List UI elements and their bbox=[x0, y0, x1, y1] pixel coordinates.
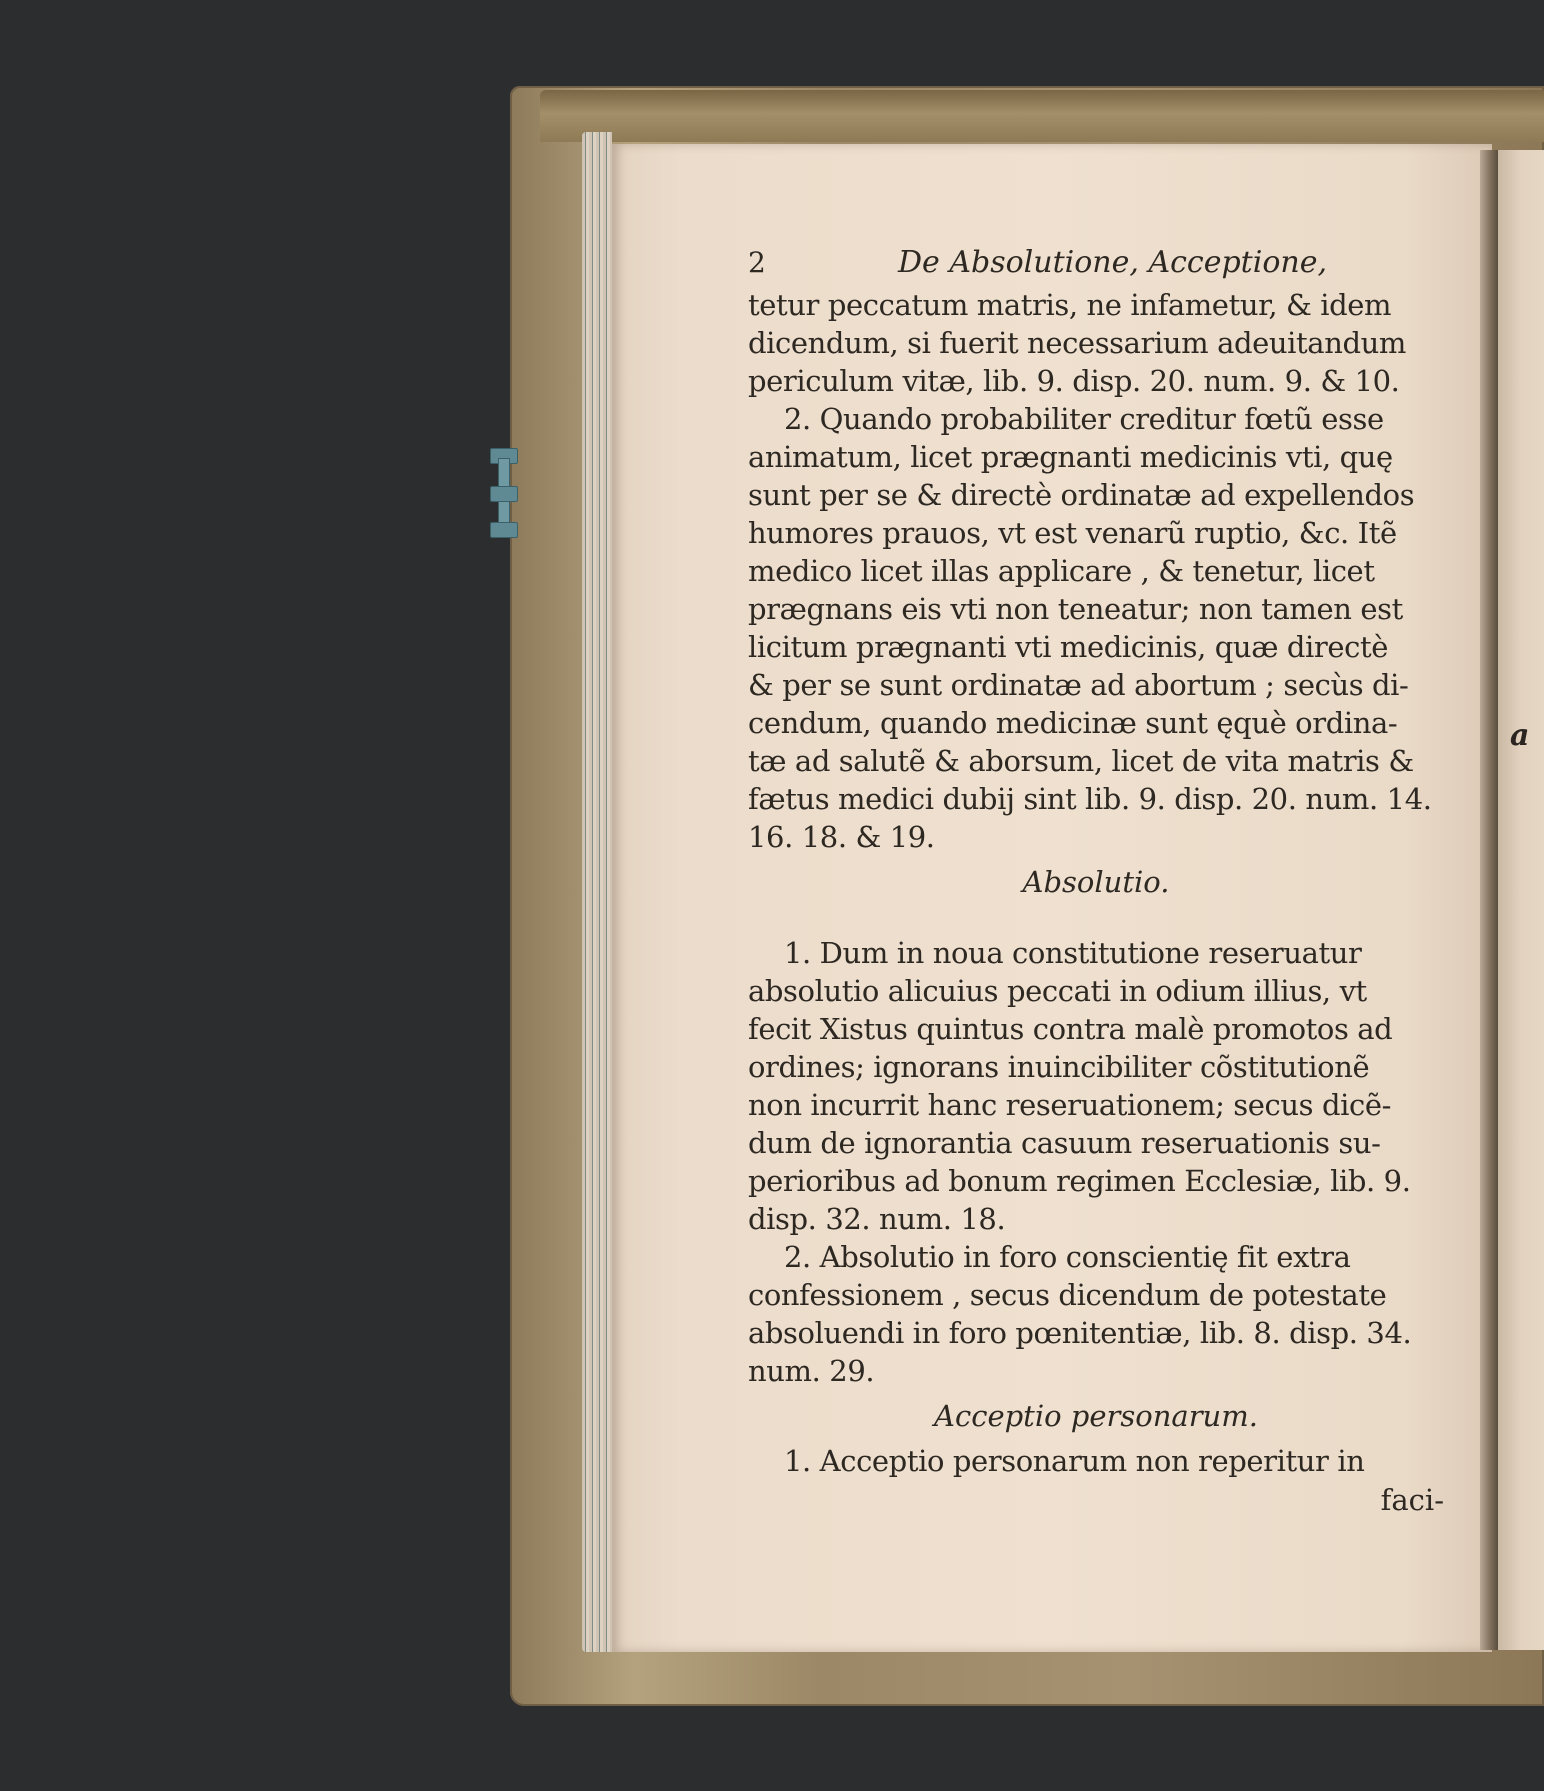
facing-page-glyph: a bbox=[1510, 718, 1530, 753]
text-line: prægnans eis vti non teneatur; non tamen est bbox=[748, 592, 1403, 626]
section-text-2 bbox=[748, 934, 1444, 1390]
text-line: medico licet illas applicare , & tenetur, licet bbox=[748, 554, 1375, 588]
text-line: humores prauos, vt est venarũ ruptio, &c. Itẽ bbox=[748, 516, 1397, 550]
text-line: 2. Quando probabiliter creditur fœtũ esse bbox=[784, 402, 1384, 436]
text-line: tæ ad salutẽ & aborsum, licet de vita matris & bbox=[748, 744, 1414, 778]
page-header bbox=[748, 240, 1444, 286]
catchword: faci- bbox=[1380, 1483, 1444, 1517]
text-line: animatum, licet prægnanti medicinis vti, quę bbox=[748, 440, 1393, 474]
page-number: 2 bbox=[748, 246, 766, 279]
text-line: licitum prægnanti vti medicinis, quæ directè bbox=[748, 630, 1389, 664]
section-text-1 bbox=[748, 286, 1444, 856]
right-page-edge bbox=[1498, 150, 1544, 1650]
text-line: fecit Xistus quintus contra malè promotos ad bbox=[748, 1012, 1393, 1046]
text-line: sunt per se & directè ordinatæ ad expellendos bbox=[748, 478, 1415, 512]
text-line: 16. 18. & 19. bbox=[748, 820, 935, 854]
section-heading-acceptio: Acceptio personarum. bbox=[934, 1399, 1258, 1433]
section-text-3 bbox=[748, 1442, 1444, 1480]
text-line: dicendum, si fuerit necessarium adeuitandum bbox=[748, 326, 1407, 360]
section-heading-absolutio: Absolutio. bbox=[1022, 865, 1170, 899]
text-line: ordines; ignorans inuincibiliter cõstitutionẽ bbox=[748, 1050, 1370, 1084]
text-line: num. 29. bbox=[748, 1354, 875, 1388]
text-line: & per se sunt ordinatæ ad abortum ; secùs di- bbox=[748, 668, 1409, 702]
book-gutter bbox=[1480, 150, 1498, 1650]
text-line: perioribus ad bonum regimen Ecclesiæ, lib. 9. bbox=[748, 1164, 1411, 1198]
text-line: absolutio alicuius peccati in odium illius, vt bbox=[748, 974, 1367, 1008]
text-line: cendum, quando medicinæ sunt ęquè ordina- bbox=[748, 706, 1398, 740]
page-edges bbox=[582, 132, 612, 1652]
text-line: confessionem , secus dicendum de potestate bbox=[748, 1278, 1387, 1312]
text-line: 2. Absolutio in foro conscientię fit extra bbox=[784, 1240, 1351, 1274]
text-line: 1. Acceptio personarum non reperitur in bbox=[784, 1444, 1365, 1478]
text-line: fætus medici dubij sint lib. 9. disp. 20. num. 14. bbox=[748, 782, 1432, 816]
text-line: non incurrit hanc reseruationem; secus dicẽ- bbox=[748, 1088, 1391, 1122]
clasp-icon bbox=[484, 448, 518, 544]
text-line: absoluendi in foro pœnitentiæ, lib. 8. disp. 34. bbox=[748, 1316, 1412, 1350]
text-line: disp. 32. num. 18. bbox=[748, 1202, 1006, 1236]
running-title: De Absolutione, Acceptione, bbox=[898, 245, 1327, 280]
text-line: periculum vitæ, lib. 9. disp. 20. num. 9. & 10. bbox=[748, 364, 1400, 398]
text-line: dum de ignorantia casuum reseruationis su- bbox=[748, 1126, 1381, 1160]
text-line: tetur peccatum matris, ne infametur, & idem bbox=[748, 288, 1392, 322]
text-line: 1. Dum in noua constitutione reseruatur bbox=[784, 936, 1362, 970]
book-spine-top bbox=[540, 90, 1544, 142]
page-text bbox=[748, 240, 1444, 1520]
